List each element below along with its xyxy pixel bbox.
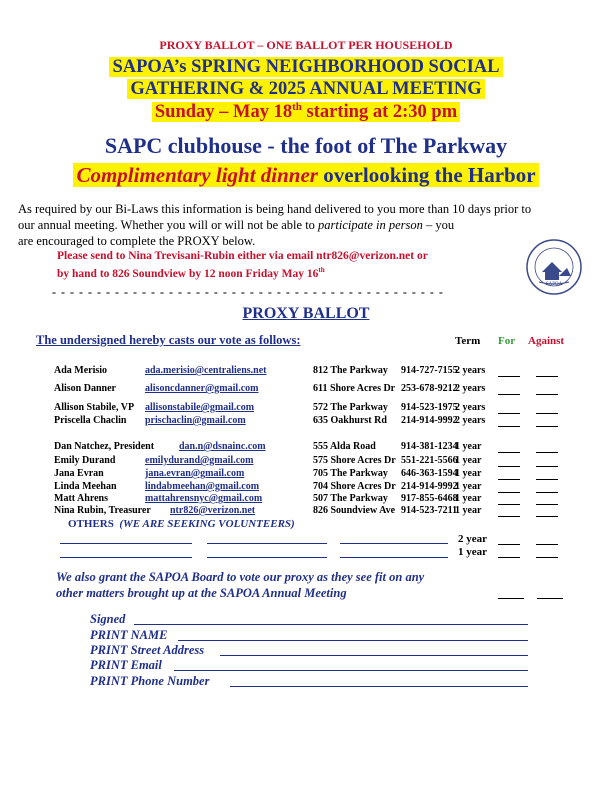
print-email-field[interactable] (174, 670, 528, 671)
against-blank[interactable] (536, 544, 558, 545)
other-address-blank[interactable] (340, 557, 448, 558)
candidate-address: 611 Shore Acres Dr (313, 383, 396, 394)
print-address-field[interactable] (220, 655, 528, 656)
grant-for-blank[interactable] (498, 598, 524, 599)
cast-label: The undersigned hereby casts our vote as follows: (36, 333, 301, 347)
against-blank[interactable] (536, 466, 558, 467)
col-term: Term (455, 335, 481, 347)
grant-line1: We also grant the SAPOA Board to vote our proxy as they see fit on any (56, 570, 425, 584)
candidate-email[interactable]: lindabmeehan@gmail.com (145, 481, 260, 492)
candidate-term: 2 years (455, 365, 486, 376)
against-blank[interactable] (536, 557, 558, 558)
candidate-term: 1 year (455, 481, 482, 492)
grant-against-blank[interactable] (537, 598, 563, 599)
send-instructions-line1: Please send to Nina Trevisani-Rubin either via email ntr826@verizon.net or (57, 250, 428, 262)
meeting-title-line2 (0, 79, 612, 100)
col-for: For (498, 335, 516, 347)
against-blank[interactable] (536, 504, 558, 505)
other-name-blank[interactable] (60, 557, 192, 558)
candidate-email[interactable]: allisonstabile@gmail.com (145, 402, 255, 413)
candidate-name: Priscella Chaclin (54, 415, 127, 426)
candidate-email[interactable]: ntr826@verizon.net (170, 505, 256, 516)
candidate-name: Jana Evran (54, 468, 104, 479)
intro-line2: our annual meeting. Whether you will or will not be able to participate in person – you (18, 218, 455, 232)
candidate-term: 1 year (455, 505, 482, 516)
sapoa-logo-icon (525, 238, 583, 296)
sapoa-logo (525, 238, 583, 296)
for-blank[interactable] (498, 394, 520, 395)
candidate-term: 1 year (455, 455, 482, 466)
for-blank[interactable] (498, 504, 520, 505)
for-blank[interactable] (498, 466, 520, 467)
for-blank[interactable] (498, 557, 520, 558)
candidate-address: 575 Shore Acres Dr (313, 455, 396, 466)
meeting-title-text2: GATHERING & 2025 ANNUAL MEETING (127, 79, 484, 99)
candidate-term: 1 year (455, 468, 482, 479)
candidate-email[interactable]: dan.n@dsnainc.com (179, 441, 266, 452)
candidate-name: Alison Danner (54, 383, 116, 394)
candidate-phone: 917-855-6468 (401, 493, 458, 504)
other-term-2year: 2 year (458, 533, 488, 545)
candidate-name: Dan Natchez, President (54, 441, 155, 452)
print-phone-label: PRINT Phone Number (90, 674, 210, 688)
candidate-email[interactable]: emilydurand@gmail.com (145, 455, 254, 466)
ballot-title: PROXY BALLOT (242, 305, 370, 322)
intro-line3: are encouraged to complete the PROXY below. (18, 234, 256, 248)
candidate-email[interactable]: mattahrensnyc@gmail.com (145, 493, 263, 504)
print-name-label: PRINT NAME (90, 628, 168, 642)
candidate-term: 2 years (455, 415, 486, 426)
candidate-name: Nina Rubin, Treasurer (54, 505, 151, 516)
against-blank[interactable] (536, 452, 558, 453)
other-term-1year: 1 year (458, 546, 488, 558)
candidate-term: 2 years (455, 383, 486, 394)
for-blank[interactable] (498, 376, 520, 377)
candidate-name: Allison Stabile, VP (54, 402, 135, 413)
candidate-term: 1 year (455, 441, 482, 452)
for-blank[interactable] (498, 492, 520, 493)
signed-field[interactable] (134, 624, 528, 625)
other-email-blank[interactable] (207, 557, 327, 558)
against-blank[interactable] (536, 426, 558, 427)
for-blank[interactable] (498, 413, 520, 414)
against-blank[interactable] (536, 394, 558, 395)
for-blank[interactable] (498, 426, 520, 427)
dinner-line (0, 163, 612, 188)
dinner-italic: Complimentary light dinner (76, 163, 318, 187)
candidate-email[interactable]: alisoncdanner@gmail.com (145, 383, 259, 394)
meeting-title-line1 (0, 57, 612, 78)
candidate-term: 2 years (455, 402, 486, 413)
for-blank[interactable] (498, 479, 520, 480)
signed-label: Signed (90, 612, 126, 626)
other-email-blank[interactable] (207, 543, 327, 544)
candidate-address: 572 The Parkway (313, 402, 388, 413)
candidate-email[interactable]: jana.evran@gmail.com (145, 468, 245, 479)
against-blank[interactable] (536, 413, 558, 414)
candidate-email[interactable]: prischaclin@gmail.com (145, 415, 246, 426)
meeting-date (0, 101, 612, 123)
candidate-phone: 253-678-9212 (401, 383, 458, 394)
candidate-address: 826 Soundview Ave (313, 505, 396, 516)
meeting-date-text: Sunday – May 18th starting at 2:30 pm (152, 102, 460, 122)
candidate-address: 507 The Parkway (313, 493, 388, 504)
other-name-blank[interactable] (60, 543, 192, 544)
for-blank[interactable] (498, 452, 520, 453)
dinner-rest: overlooking the Harbor (317, 163, 536, 187)
grant-line2: other matters brought up at the SAPOA Annual Meeting (56, 586, 347, 600)
candidate-phone: 914-727-7155 (401, 365, 458, 376)
candidate-phone: 214-914-9992 (401, 481, 458, 492)
candidate-email[interactable]: ada.merisio@centraliens.net (145, 365, 267, 376)
dashed-separator: - - - - - - - - - - - - - - - - - - - - - - - - - - - - - - - - - - - - - - - - - - - - (52, 285, 444, 299)
candidate-address: 555 Alda Road (313, 441, 376, 452)
candidate-address: 705 The Parkway (313, 468, 388, 479)
candidate-term: 1 year (455, 493, 482, 504)
candidate-phone: 914-381-1234 (401, 441, 458, 452)
against-blank[interactable] (536, 376, 558, 377)
candidate-address: 704 Shore Acres Dr (313, 481, 396, 492)
against-blank[interactable] (536, 479, 558, 480)
candidate-address: 812 The Parkway (313, 365, 388, 376)
candidate-phone: 914-523-7211 (401, 505, 458, 516)
send-instructions-line2: by hand to 826 Soundview by 12 noon Friday May 16th (57, 266, 325, 280)
other-address-blank[interactable] (340, 543, 448, 544)
candidate-name: Ada Merisio (54, 365, 108, 376)
print-address-label: PRINT Street Address (90, 643, 205, 657)
print-name-field[interactable] (178, 640, 528, 641)
print-email-label: PRINT Email (90, 658, 162, 672)
candidate-phone: 914-523-1975 (401, 402, 458, 413)
logo-text: SAPOA (545, 282, 563, 287)
others-label: OTHERS (WE ARE SEEKING VOLUNTEERS) (68, 518, 295, 530)
proxy-ballot-header: PROXY BALLOT – ONE BALLOT PER HOUSEHOLD (159, 38, 453, 52)
against-blank[interactable] (536, 492, 558, 493)
intro-line1: As required by our Bi-Laws this information is being hand delivered to you more than 10 days prior to (18, 202, 532, 216)
against-blank[interactable] (536, 516, 558, 517)
meeting-location: SAPC clubhouse - the foot of The Parkway (104, 133, 508, 158)
candidate-name: Linda Meehan (54, 481, 117, 492)
candidate-phone: 646-363-1594 (401, 468, 458, 479)
meeting-title-text1: SAPOA’s SPRING NEIGHBORHOOD SOCIAL (109, 57, 502, 77)
candidate-name: Matt Ahrens (54, 493, 108, 504)
candidate-name: Emily Durand (54, 455, 116, 466)
candidate-phone: 551-221-5566 (401, 455, 458, 466)
candidate-phone: 214-914-9992 (401, 415, 458, 426)
col-against: Against (528, 335, 565, 347)
for-blank[interactable] (498, 544, 520, 545)
print-phone-field[interactable] (230, 686, 528, 687)
for-blank[interactable] (498, 516, 520, 517)
candidate-address: 635 Oakhurst Rd (313, 415, 387, 426)
